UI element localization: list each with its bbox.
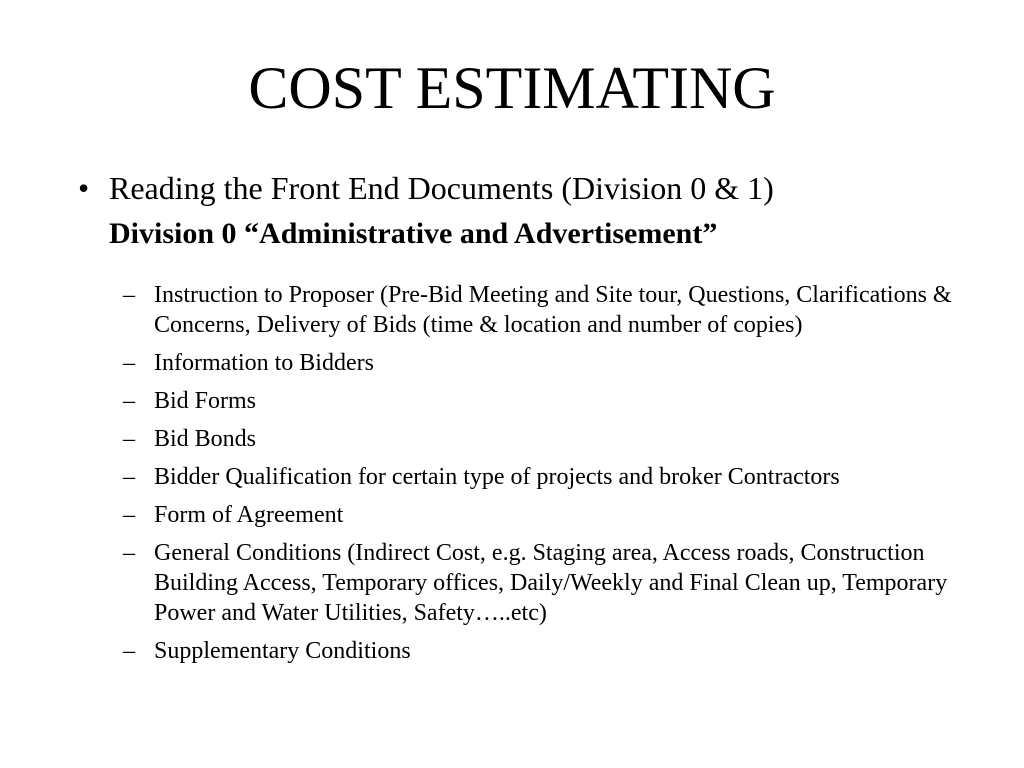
list-item-text: Bid Bonds (154, 426, 257, 452)
dash-marker: – (123, 426, 135, 452)
list-item (123, 424, 953, 454)
dash-marker: – (123, 388, 135, 414)
list-item-text: Bid Forms (154, 388, 257, 414)
list-item-text: Supplementary Conditions (154, 638, 411, 664)
list-item-text: General Conditions (Indirect Cost, e.g. Staging area, Access roads, Construction Building Access, Temporary offices, Daily/Weekly and Final Clean up, Temporary Power and Water Utilities, Safety…..etc) (154, 540, 948, 626)
main-bullet-text: Reading the Front End Documents (Division 0 & 1) (109, 170, 774, 206)
list-item (123, 386, 953, 416)
list-item-text: Bidder Qualification for certain type of projects and broker Contractors (154, 464, 840, 490)
main-bullet (78, 166, 978, 258)
dash-marker: – (123, 638, 135, 664)
dash-marker: – (123, 464, 135, 490)
slide-title: COST ESTIMATING (248, 55, 776, 121)
sub-bullet-list (123, 280, 953, 674)
list-item (123, 280, 953, 340)
dash-marker: – (123, 502, 135, 528)
list-item-text: Information to Bidders (154, 350, 374, 376)
list-item-text: Form of Agreement (154, 502, 344, 528)
dash-marker: – (123, 350, 135, 376)
bullet-marker: • (78, 170, 90, 206)
main-bullet-row (78, 166, 978, 210)
list-item (123, 500, 953, 530)
list-item-text: Instruction to Proposer (Pre-Bid Meeting and Site tour, Questions, Clarifications & Concerns, Delivery of Bids (time & location and number of copies) (154, 282, 952, 338)
dash-marker: – (123, 540, 135, 566)
list-item (123, 348, 953, 378)
division-subheading: Division 0 “Administrative and Advertisement” (109, 217, 718, 250)
dash-marker: – (123, 282, 135, 308)
list-item (123, 538, 953, 628)
list-item (123, 462, 953, 492)
list-item (123, 636, 953, 666)
